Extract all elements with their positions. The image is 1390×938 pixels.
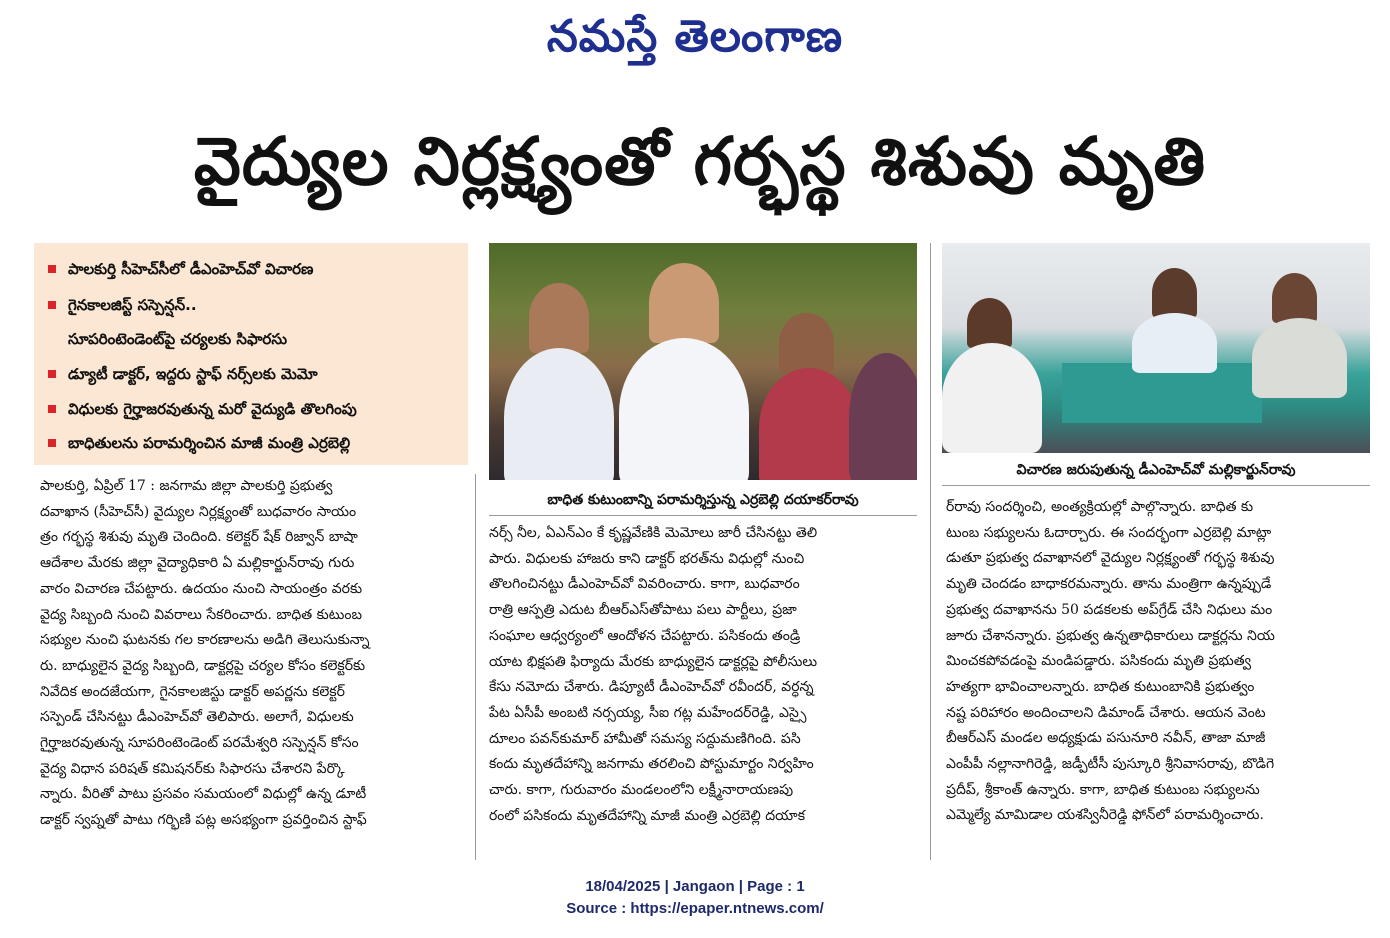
highlight-item-continued: సూపరింటెండెంట్‌పై చర్యలకు సిఫారసు <box>68 330 288 348</box>
article-line: కందు మృతదేహాన్ని జనగామ తరలించి పోస్టుమార్టం నిర్వహిం <box>489 756 814 773</box>
article-column-2 <box>489 521 917 829</box>
article-line: పేట ఏసీపీ అంబటి నర్సయ్య, సీఐ గట్ల మహేందర్‌రెడ్డి, ఎస్సై <box>489 704 807 721</box>
article-line: నష్ట పరిహారం అందించాలని డిమాండ్ చేశారు. ఆయన వెంట <box>946 704 1266 721</box>
column-divider <box>475 474 476 860</box>
person-body <box>759 368 859 480</box>
column-divider <box>930 243 931 860</box>
person-body <box>1132 313 1217 373</box>
person-body <box>619 338 749 480</box>
article-line: త్రం గర్భస్థ శిశువు మృతి చెందింది. కలెక్టర్ షేక్ రిజ్వాన్ బాషా <box>40 529 358 546</box>
bullet-square-icon <box>48 370 56 378</box>
person-body <box>504 348 614 480</box>
article-line: దవాఖాన (సీహెచ్‌సీ) వైద్యుల నిర్లక్ష్యంతో బుధవారం సాయం <box>40 503 357 520</box>
bullet-square-icon <box>48 301 56 309</box>
article-line: వైద్య విధాన పరిషత్ కమిషనర్‌కు సిఫారసు చేశారని పేర్కొ <box>40 760 345 777</box>
article-line: టుంబ సభ్యులను ఓదార్చారు. ఈ సందర్భంగా ఎర్రబెల్లి మాట్లా <box>946 524 1272 541</box>
highlight-item: గైనకాలజిస్ట్ సస్పెన్షన్.. <box>48 295 197 315</box>
article-line: సంఘాల ఆధ్వర్యంలో ఆందోళన చేపట్టారు. పసికందు తండ్రి <box>489 627 801 644</box>
news-photo-visit <box>489 243 917 480</box>
article-line: చారు. కాగా, గురువారం మండలంలోని లక్ష్మీనారాయణపు <box>489 782 794 799</box>
article-line: యాట భిక్షపతి ఫిర్యాదు మేరకు బాధ్యులైన డాక్టర్లపై పోలీసులు <box>489 653 818 670</box>
person-head <box>779 313 834 373</box>
highlight-item: పాలకుర్తి సీహెచ్‌సీలో డీఎంహెచ్‌వో విచారణ <box>48 259 313 279</box>
person-head <box>1152 268 1197 318</box>
article-line: పారు. విధులకు హాజరు కాని డాక్టర్ భరత్‌ను విధుల్లో నుంచి <box>489 550 805 567</box>
article-line: నివేదిక అందజేయగా, గైనకాలజిస్టు డాక్టర్ అపర్ణను కలెక్టర్ <box>40 683 345 700</box>
bullet-square-icon <box>48 439 56 447</box>
article-line: జూరు చేశానన్నారు. ప్రభుత్వ ఉన్నతాధికారులు డాక్టర్లను నియ <box>946 627 1275 644</box>
article-line: డాక్టర్ స్వప్నతో పాటు గర్భిణి పట్ల అసభ్యంగా ప్రవర్తించిన స్టాఫ్ <box>40 812 367 829</box>
news-photo-inquiry <box>942 243 1370 453</box>
person-body <box>1252 318 1347 398</box>
article-line: వారం విచారణ చేపట్టారు. ఉదయం నుంచి సాయంత్రం వరకు <box>40 580 363 597</box>
article-line: ప్రభుత్వ దవాఖానను 50 పడకలకు అప్‌గ్రేడ్ చేసి నిధులు మం <box>946 601 1273 618</box>
article-line: రంలో పసికందు మృతదేహాన్ని మాజీ మంత్రి ఎర్రబెల్లి దయాక <box>489 807 806 824</box>
article-line: దూలం పవన్‌కుమార్ హామీతో సమస్య సద్దుమణిగింది. పసి <box>489 730 801 747</box>
article-headline: వైద్యుల నిర్లక్ష్యంతో గర్భస్థ శిశువు మృతి <box>193 123 1207 200</box>
person-body <box>942 343 1042 453</box>
article-line: న్నారు. వీరితో పాటు ప్రసవం సమయంలో విధుల్లో ఉన్న డూటీ <box>40 786 367 803</box>
article-column-3 <box>946 495 1366 829</box>
person-head <box>1272 273 1317 323</box>
article-line: తొలగించినట్టు డీఎంహెచ్‌వో వివరించారు. కాగా, బుధవారం <box>489 576 800 593</box>
article-line: రాత్రి ఆస్పత్రి ఎదుట బీఆర్‌ఎస్‌తోపాటు పలు పార్టీలు, ప్రజా <box>489 602 797 619</box>
footer-date-edition: 18/04/2025 | Jangaon | Page : 1 <box>585 878 805 895</box>
article-line: మృతి చెందడం బాధాకరమన్నారు. తాను మంత్రిగా ఉన్నప్పుడే <box>946 576 1272 593</box>
article-line: ఆదేశాల మేరకు జిల్లా వైద్యాధికారి ఏ మల్లికార్జున్‌రావు గురు <box>40 555 355 572</box>
article-line: గైర్హాజరవుతున్న సూపరింటెండెంట్ పరమేశ్వరి సస్పెన్షన్ కోసం <box>40 735 359 752</box>
article-line: ర్‌రావు సందర్శించి, అంత్యక్రియల్లో పాల్గొన్నారు. బాధిత కు <box>946 499 1254 515</box>
photo-caption: బాధిత కుటుంబాన్ని పరామర్శిస్తున్న ఎర్రబెల్లి దయాకర్‌రావు <box>489 485 917 516</box>
newspaper-masthead: నమస్తే తెలంగాణ <box>546 11 844 62</box>
article-line: హత్యగా భావించాలన్నారు. బాధిత కుటుంబానికి ప్రభుత్వం <box>946 678 1255 695</box>
article-line: సస్పెండ్ చేసినట్టు డీఎంహెచ్‌వో తెలిపారు. అలాగే, విధులకు <box>40 709 354 726</box>
bullet-square-icon <box>48 265 56 273</box>
article-line: కేసు నమోదు చేశారు. డిప్యూటీ డీఎంహెచ్‌వో రవీందర్, వర్ధన్న <box>489 679 814 696</box>
article-line: రు. బాధ్యులైన వైద్య సిబ్బంది, డాక్టర్లపై చర్యల కోసం కలెక్టర్‌కు <box>40 657 366 674</box>
article-line: ఎమ్మెల్యే మామిడాల యశస్వినీరెడ్డి ఫోన్‌లో పరామర్శించారు. <box>946 807 1264 824</box>
highlight-item: విధులకు గైర్హాజరవుతున్న మరో వైద్యుడి తొలగింపు <box>48 399 357 419</box>
article-line: ప్రదీప్, శ్రీకాంత్ ఉన్నారు. కాగా, బాధిత కుటుంబ సభ్యులను <box>946 781 1260 798</box>
bullet-square-icon <box>48 405 56 413</box>
article-line: డుతూ ప్రభుత్వ దవాఖానలో వైద్యుల నిర్లక్ష్యంతో గర్భస్థ శిశువు <box>946 550 1275 567</box>
person-head <box>967 298 1012 348</box>
article-line: బీఆర్‌ఎస్ మండల అధ్యక్షుడు పసునూరి నవీన్, తాజా మాజీ <box>946 730 1266 747</box>
article-line: మించకపోవడంపై మండిపడ్డారు. పసికందు మృతి ప్రభుత్వ <box>946 653 1251 670</box>
highlight-item: డ్యూటీ డాక్టర్, ఇద్దరు స్టాఫ్ నర్స్‌లకు మెమో <box>48 364 318 384</box>
photo-caption: విచారణ జరుపుతున్న డీఎంహెచ్‌వో మల్లికార్జున్‌రావు <box>942 455 1370 486</box>
person-body <box>849 353 917 480</box>
article-line: సభ్యుల నుంచి ఘటనకు గల కారణాలను అడిగి తెలుసుకున్నా <box>40 632 370 649</box>
person-head <box>649 263 719 343</box>
highlights-box <box>34 243 468 465</box>
article-line: వైద్య సిబ్బంది నుంచి వివరాలు సేకరించారు. బాధిత కుటుంబ <box>40 606 363 623</box>
highlight-item: బాధితులను పరామర్శించిన మాజీ మంత్రి ఎర్రబెల్లి <box>48 433 350 453</box>
article-column-1 <box>40 474 462 834</box>
person-head <box>529 283 589 353</box>
footer-source-link[interactable]: Source : https://epaper.ntnews.com/ <box>566 900 824 917</box>
article-line: ఎంపీపీ నల్లానాగిరెడ్డి, జడ్పీటీసీ పుస్కూరి శ్రీనివాసరావు, బొడిగె <box>946 756 1275 773</box>
article-line: పాలకుర్తి, ఏప్రిల్ 17 : జనగామ జిల్లా పాలకుర్తి ప్రభుత్వ <box>40 478 333 494</box>
article-line: నర్స్ నీల, ఏఎన్‌ఎం కే కృష్ణవేణికి మెమోలు జారీ చేసినట్టు తెలి <box>489 525 818 541</box>
